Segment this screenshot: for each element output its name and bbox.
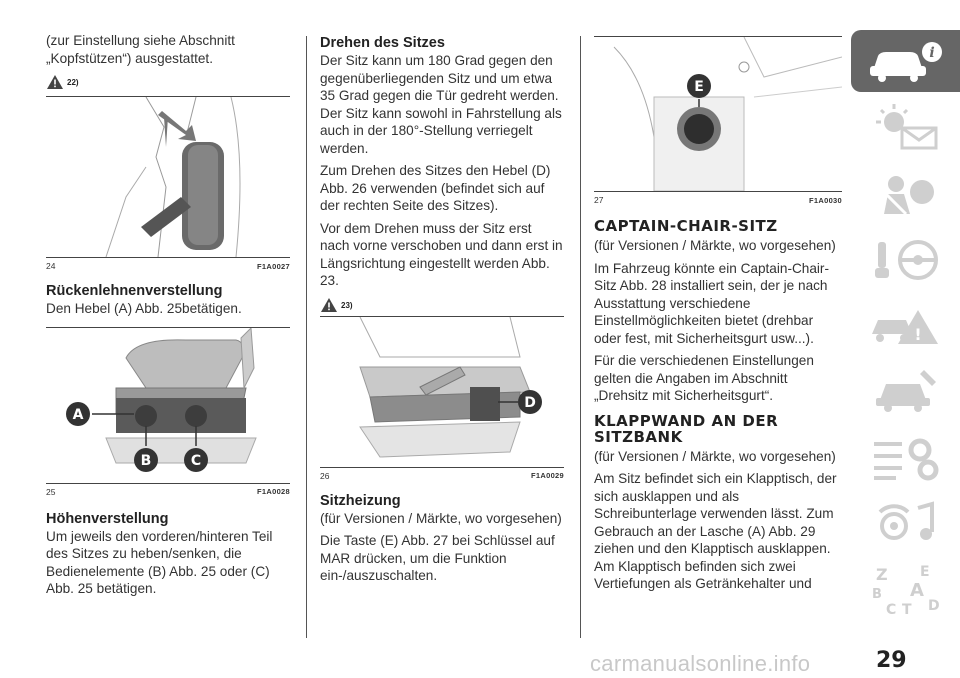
heading-back-adjust: Rückenlehnenverstellung — [46, 283, 223, 299]
warning-triangle-icon — [46, 74, 64, 90]
seat-lever-illustration — [320, 317, 564, 467]
heading-turn-seat: Drehen des Sitzes — [320, 35, 445, 51]
text-fold-2: Am Sitz befindet sich ein Klapptisch, der sich ausklappen und als Schreibunterlage verwenden lässt. Zum Gebrauch an der Lasche (A) Abb. 29 ziehen und den Klapptisch ausklappen. Am Klapptisch befinden sich zwei Vertiefungen als Getränkehalter und — [594, 471, 837, 591]
svg-text:!: ! — [913, 325, 922, 344]
fig24-code: F1A0027 — [257, 261, 290, 271]
fig26-number: 26 — [320, 470, 330, 481]
tab-multimedia[interactable] — [851, 492, 960, 554]
fig25-number: 25 — [46, 486, 56, 497]
figure-27 — [594, 36, 842, 208]
figure-24 — [46, 96, 290, 274]
intro-line-1: (zur Einstellung siehe Abschnitt — [46, 33, 235, 48]
media-icon — [866, 498, 946, 548]
fig27-number: 27 — [594, 195, 604, 205]
fig27-code: F1A0030 — [809, 195, 842, 205]
column-3 — [594, 0, 842, 593]
tab-emergency[interactable] — [851, 294, 960, 356]
figure-26 — [320, 316, 564, 484]
seat-heating-button-illustration — [594, 37, 842, 191]
warning-ref-22: 22) — [46, 68, 290, 90]
svg-text:D: D — [927, 598, 940, 614]
text-seat-heating-2: Die Taste (E) Abb. 27 bei Schlüssel auf MAR drücken, um die Funktion ein-/auszuschalten. — [320, 533, 555, 583]
heading-fold-table: KLAPPWAND AN DER SITZBANK — [594, 411, 779, 446]
text-seat-heating-1: (für Versionen / Märkte, wo vorgesehen) — [320, 510, 562, 526]
lights-envelope-icon — [866, 102, 946, 152]
tab-starting-driving[interactable] — [851, 228, 960, 290]
text-height-adjust: Um jeweils den vorderen/hinteren Teil des Sitzes zu heben/senken, die Bedienelemente (B) Abb. 25 oder (C) Abb. 25 betätigen. — [46, 528, 273, 596]
column-divider-2 — [580, 36, 581, 638]
list-gears-icon — [866, 432, 946, 482]
watermark: carmanualsonline.info — [590, 651, 811, 676]
fig24-number: 24 — [46, 261, 56, 271]
car-info-icon — [866, 38, 946, 84]
fig26-label-d: D — [524, 394, 536, 411]
tab-technical-data[interactable] — [851, 426, 960, 488]
tab-maintenance[interactable] — [851, 360, 960, 422]
svg-text:B: B — [871, 587, 882, 602]
figure-25 — [46, 327, 290, 500]
column-1 — [46, 0, 290, 598]
warning-ref-23: 23) — [320, 291, 564, 313]
heading-height-adjust: Höhenverstellung — [46, 510, 169, 527]
fig25-code: F1A0028 — [257, 487, 290, 496]
text-turn-seat-1: Der Sitz kann um 180 Grad gegen den gegenüberliegenden Sitz und um etwa 35 Grad gegen die Tür gedreht werden. Der Sitz kann sowohl in Fahrstellung als auch in der 180°-Stellung verriegelt werden. — [320, 53, 562, 156]
fig25-label-b: B — [140, 452, 152, 469]
text-captain-2: Im Fahrzeug könnte ein Captain-Chair-Sitz Abb. 28 installiert sein, der je nach Ausstattung verschiedene Einstellmöglichkeiten bietet (drehbar oder fest, mit Sicherheitsgurt usw...). — [594, 260, 829, 346]
page-number: 29 — [876, 648, 907, 673]
column-divider-1 — [306, 36, 307, 638]
seat-side-illustration — [46, 328, 290, 483]
fig25-label-c: C — [190, 452, 202, 469]
text-fold-1: (für Versionen / Märkte, wo vorgesehen) — [594, 448, 836, 464]
text-captain-3: Für die verschiedenen Einstellungen gelten die Angaben im Abschnitt „Drehsitz mit Sicherheitsgurt“. — [594, 353, 814, 403]
intro-line-2: „Kopfstützen“) ausgestattet. — [46, 50, 213, 66]
text-turn-seat-3: Vor dem Drehen muss der Sitz erst nach vorne verschoben und dann erst in Längsrichtung eingestellt werden Abb. 23. — [320, 220, 563, 288]
column-2 — [320, 0, 564, 585]
tab-index[interactable] — [851, 558, 960, 620]
text-back-adjust: Den Hebel (A) Abb. 25betätigen. — [46, 301, 242, 316]
warning-triangle-icon — [320, 297, 338, 313]
svg-text:C: C — [885, 602, 896, 618]
fig26-code: F1A0029 — [531, 471, 564, 480]
tab-car-info[interactable] — [851, 30, 960, 92]
svg-text:A: A — [909, 580, 924, 601]
heading-seat-heating: Sitzheizung — [320, 492, 401, 509]
svg-text:i: i — [928, 45, 935, 61]
text-turn-seat-2: Zum Drehen des Sitzes den Hebel (D) Abb. 26 verwenden (befindet sich auf der rechten Seite des Sitzes). — [320, 163, 551, 213]
svg-text:T: T — [901, 602, 912, 618]
chapter-sidebar — [851, 30, 960, 624]
crash-car-icon — [866, 300, 946, 350]
headrest-illustration — [46, 97, 290, 257]
svg-text:E: E — [919, 564, 930, 580]
fig25-label-a: A — [72, 406, 84, 423]
key-steering-icon — [866, 234, 946, 284]
tab-safety[interactable] — [851, 162, 960, 224]
fig27-label-e: E — [694, 79, 704, 95]
svg-text:Z: Z — [875, 565, 888, 584]
wrench-car-icon — [866, 366, 946, 416]
airbag-seatbelt-icon — [866, 168, 946, 218]
tab-lights-warnings[interactable] — [851, 96, 960, 158]
heading-captain-chair: CAPTAIN-CHAIR-SITZ — [594, 217, 778, 235]
text-captain-1: (für Versionen / Märkte, wo vorgesehen) — [594, 238, 836, 253]
index-letters-icon — [866, 560, 946, 618]
